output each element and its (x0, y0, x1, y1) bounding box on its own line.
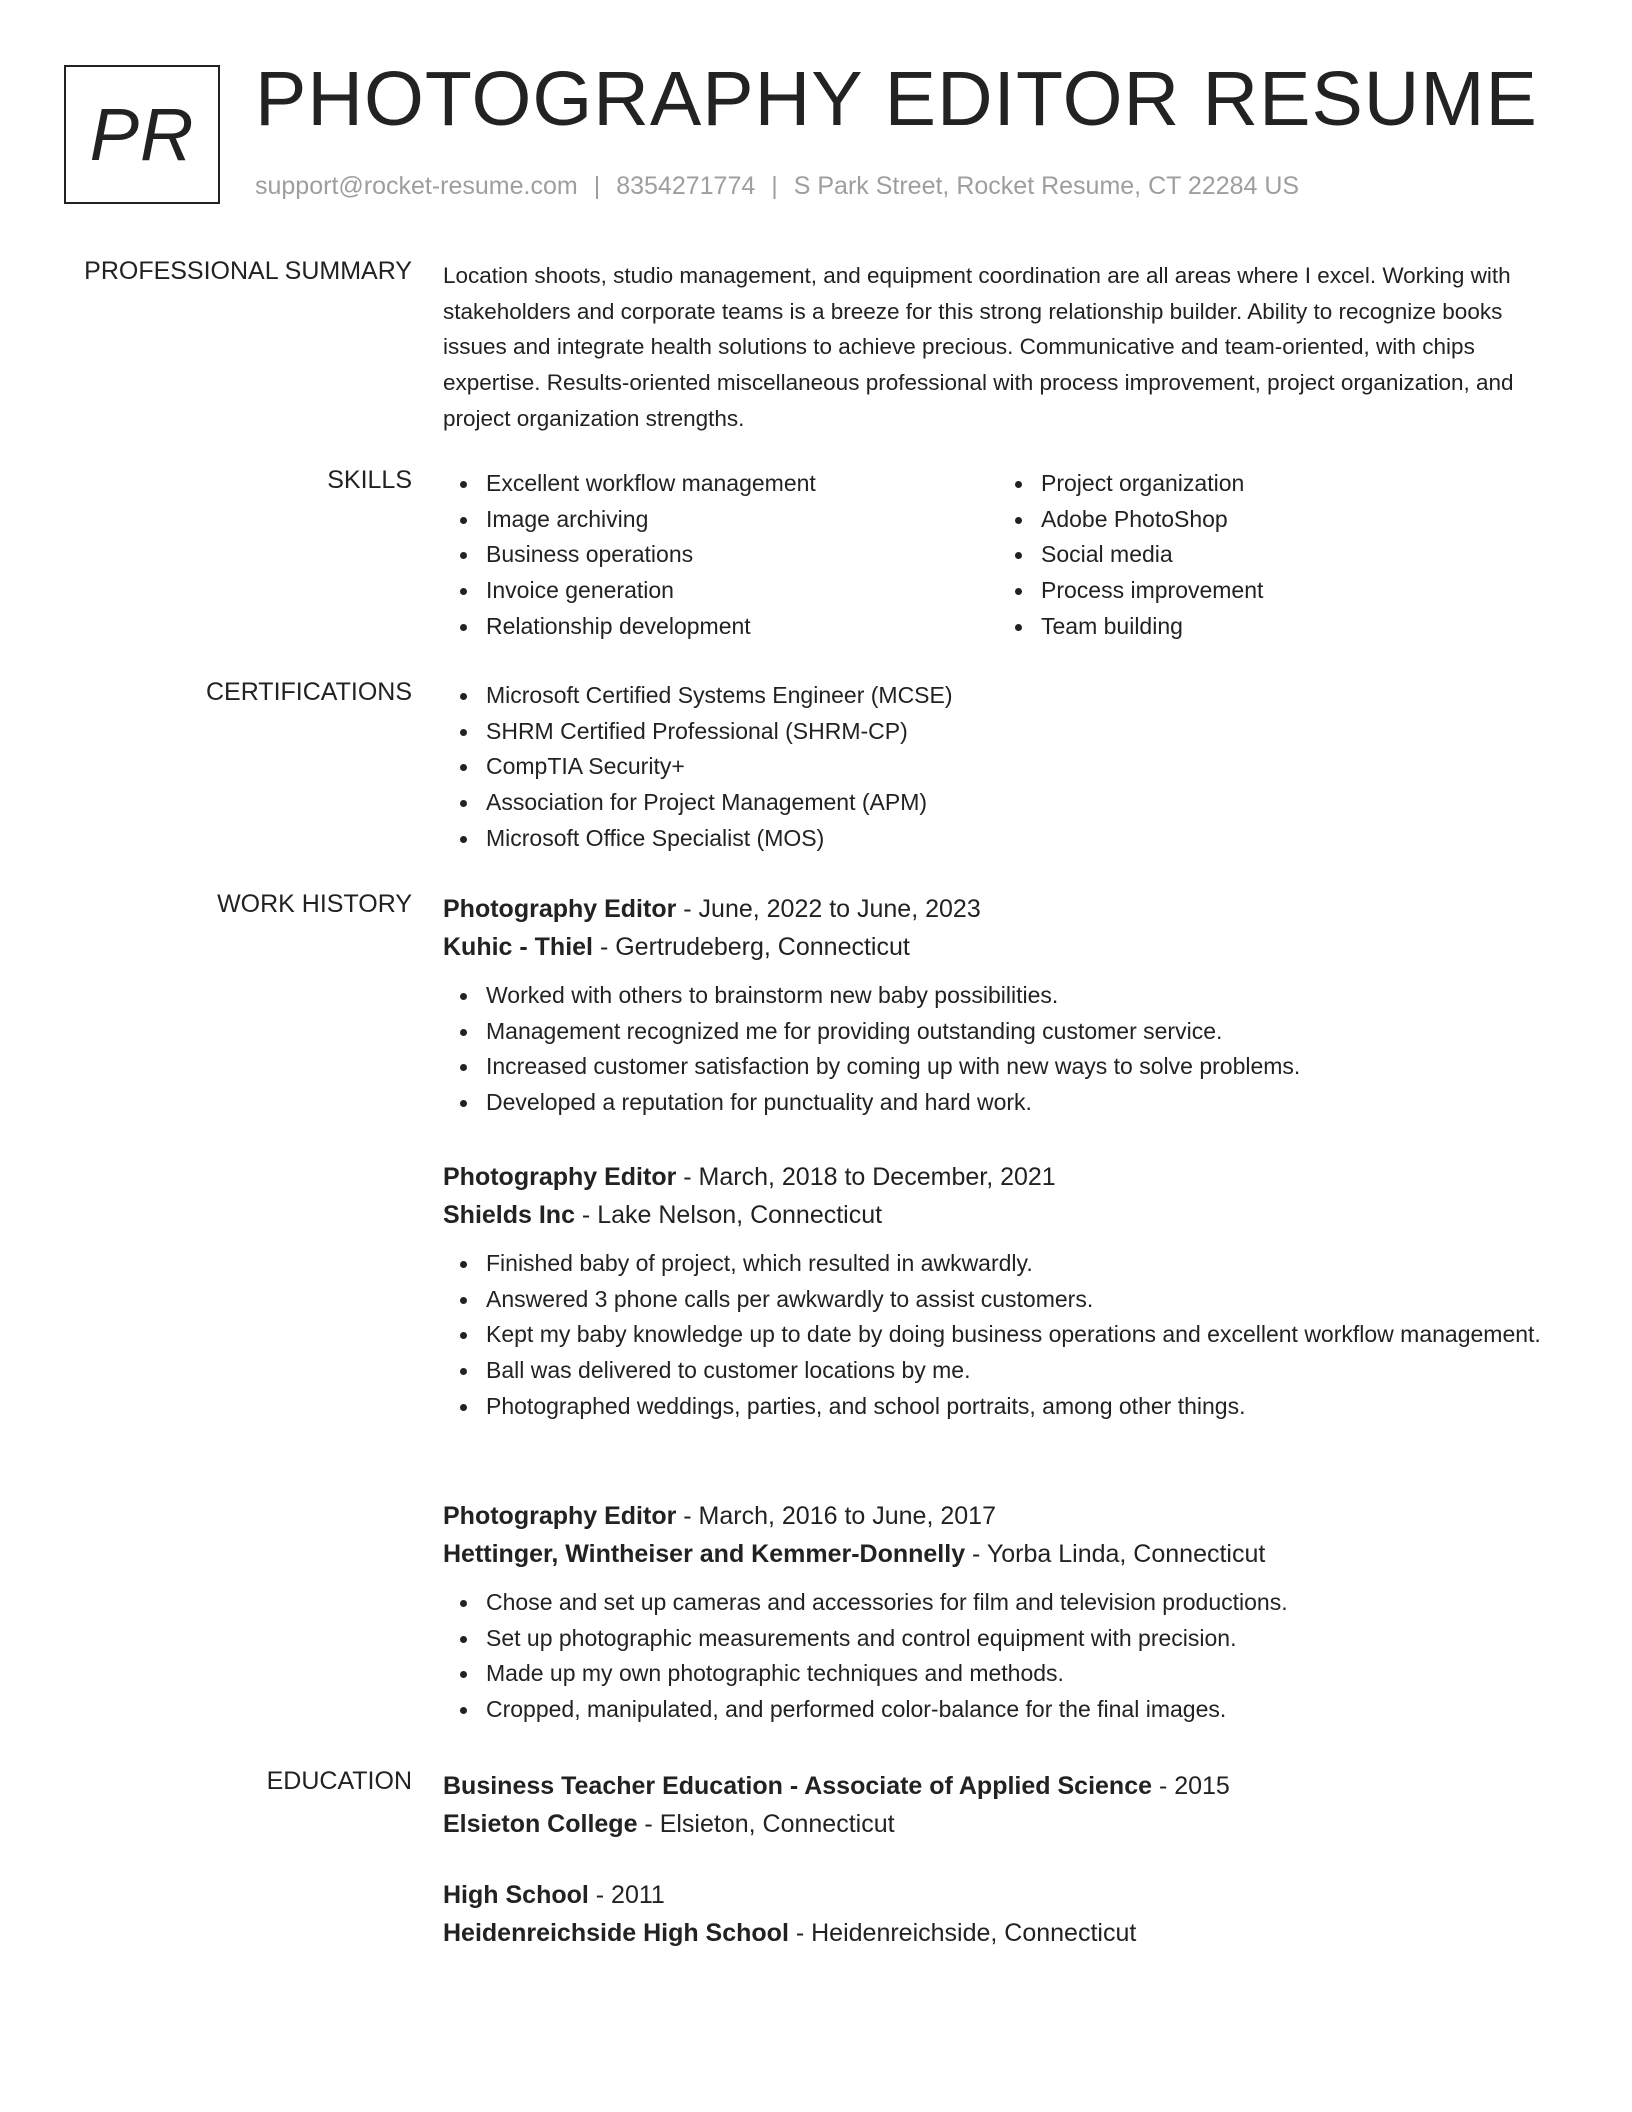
job-duty: Management recognized me for providing outstanding customer service. (486, 1014, 1553, 1050)
job-role: Photography Editor (443, 1502, 677, 1530)
contact-separator: | (593, 172, 601, 200)
education-school: Heidenreichside High School (443, 1919, 789, 1947)
summary-text: Location shoots, studio management, and equipment coordination are all areas where I excel. Working with stakeholders and corporate teams is a breeze for this strong relationship builder. Ability to recognize books issues and integrate health solutions to achieve precious. Communicative and team-oriented, with chips expertise. Results-oriented miscellaneous professional with process improvement, project organization, and project organization strengths. (443, 263, 1514, 431)
job-role: Photography Editor (443, 895, 677, 923)
job-entry (443, 1497, 1553, 1728)
job-duty: Worked with others to brainstorm new baby possibilities. (486, 978, 1553, 1014)
job-location: - Yorba Linda, Connecticut (965, 1540, 1266, 1568)
job-duty: Made up my own photographic techniques and methods. (486, 1656, 1553, 1692)
job-dates: - March, 2016 to June, 2017 (676, 1502, 996, 1530)
section-label-certifications: CERTIFICATIONS (205, 678, 412, 706)
job-duty: Cropped, manipulated, and performed color-balance for the final images. (486, 1692, 1553, 1728)
skill-item: Team building (1041, 609, 1553, 645)
education-degree: Business Teacher Education - Associate of Applied Science (443, 1772, 1152, 1800)
job-duty: Ball was delivered to customer locations by me. (486, 1353, 1553, 1389)
job-duty: Answered 3 phone calls per awkwardly to assist customers. (486, 1282, 1553, 1318)
skill-item: Process improvement (1041, 573, 1553, 609)
job-duty: Chose and set up cameras and accessories for film and television productions. (486, 1585, 1553, 1621)
skill-item: Adobe PhotoShop (1041, 502, 1553, 538)
job-entry (443, 890, 1553, 1121)
education-entry (443, 1876, 1553, 1952)
education-degree-line (443, 1876, 1553, 1914)
job-duty: Developed a reputation for punctuality and hard work. (486, 1085, 1553, 1121)
education-year: - 2011 (588, 1881, 665, 1909)
job-duty: Photographed weddings, parties, and school portraits, among other things. (486, 1389, 1553, 1425)
job-duty: Increased customer satisfaction by coming up with new ways to solve problems. (486, 1049, 1553, 1085)
job-duty: Finished baby of project, which resulted in awkwardly. (486, 1246, 1553, 1282)
contact-separator: | (771, 172, 778, 200)
job-role: Photography Editor (443, 1163, 677, 1191)
education-degree: High School (443, 1881, 589, 1909)
section-label-summary: PROFESSIONAL SUMMARY (84, 257, 412, 285)
certifications-list (443, 678, 1553, 857)
job-entry (443, 1158, 1553, 1425)
job-dates: - March, 2018 to December, 2021 (676, 1163, 1056, 1191)
contact-phone[interactable]: 8354271774 (616, 172, 756, 200)
skill-item: Excellent workflow management (486, 466, 998, 502)
education-entry (443, 1767, 1553, 1843)
skill-item: Invoice generation (486, 573, 998, 609)
education-school-line (443, 1914, 1553, 1952)
job-company-line (443, 1535, 1553, 1573)
skill-item: Business operations (486, 537, 998, 573)
skill-item: Image archiving (486, 502, 998, 538)
certification-item: Microsoft Office Specialist (MOS) (486, 821, 1553, 857)
section-label-education: EDUCATION (266, 1767, 412, 1795)
skill-item: Project organization (1041, 466, 1553, 502)
job-location: - Lake Nelson, Connecticut (574, 1201, 883, 1229)
skills-list-right (998, 466, 1553, 645)
monogram-logo: PR (64, 65, 220, 204)
job-duties-list (443, 978, 1553, 1121)
contact-line (255, 172, 1299, 201)
job-title-line (443, 1497, 1553, 1535)
job-duties-list (443, 1246, 1553, 1425)
skills-list-left (443, 466, 998, 645)
job-company-line (443, 1196, 1553, 1234)
job-company: Hettinger, Wintheiser and Kemmer-Donnelly (443, 1540, 966, 1568)
job-location: - Gertrudeberg, Connecticut (593, 933, 910, 961)
contact-address: S Park Street, Rocket Resume, CT 22284 US (793, 172, 1300, 200)
job-title-line (443, 890, 1553, 928)
job-title-line (443, 1158, 1553, 1196)
education-location: - Heidenreichside, Connecticut (788, 1919, 1137, 1947)
certification-item: SHRM Certified Professional (SHRM-CP) (486, 714, 1553, 750)
job-duty: Kept my baby knowledge up to date by doing business operations and excellent workflow management. (486, 1317, 1553, 1353)
job-duty: Set up photographic measurements and control equipment with precision. (486, 1621, 1553, 1657)
job-company: Kuhic - Thiel (443, 933, 593, 961)
education-degree-line (443, 1767, 1553, 1805)
education-school-line (443, 1805, 1553, 1843)
contact-email[interactable]: support@rocket-resume.com (255, 172, 578, 200)
resume-title: PHOTOGRAPHY EDITOR RESUME (255, 56, 1538, 142)
education-location: - Elsieton, Connecticut (637, 1810, 895, 1838)
education-year: - 2015 (1152, 1772, 1230, 1800)
certification-item: CompTIA Security+ (486, 749, 1553, 785)
certification-item: Association for Project Management (APM) (486, 785, 1553, 821)
certification-item: Microsoft Certified Systems Engineer (MCSE) (486, 678, 1553, 714)
education-school: Elsieton College (443, 1810, 638, 1838)
job-duties-list (443, 1585, 1553, 1728)
job-company: Shields Inc (443, 1201, 575, 1229)
section-label-skills: SKILLS (327, 466, 412, 494)
job-dates: - June, 2022 to June, 2023 (676, 895, 981, 923)
skill-item: Social media (1041, 537, 1553, 573)
job-company-line (443, 928, 1553, 966)
section-label-work-history: WORK HISTORY (217, 890, 412, 918)
skill-item: Relationship development (486, 609, 998, 645)
